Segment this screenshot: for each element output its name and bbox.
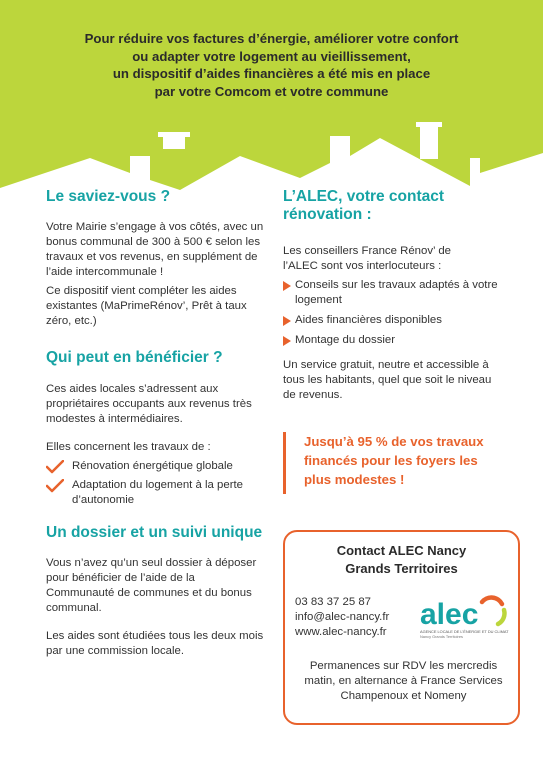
- section-title-dossier: Un dossier et un suivi unique: [46, 524, 263, 541]
- section-title-alec: L’ALEC, votre contact rénovation :: [283, 188, 445, 223]
- header-line: ou adapter votre logement au vieillissement,: [132, 48, 411, 64]
- permanences-text: Permanences sur RDV les mercredis matin, en alternance à France Services Champenoux et Nomeny: [304, 660, 503, 702]
- contact-title-line: Grands Territoires: [345, 561, 458, 576]
- highlight-callout: [283, 432, 505, 494]
- alec-logo-text: alec: [420, 598, 479, 631]
- saviez-paragraph-2: Ce dispositif vient compléter les aides existantes (MaPrimeRénov’, Prêt à taux zéro, etc.): [46, 285, 247, 327]
- alec-services-list: [283, 278, 505, 348]
- works-item-label: Adaptation du logement à la perte d’autonomie: [72, 479, 243, 506]
- list-item: [46, 459, 264, 474]
- header-line: par votre Comcom et votre commune: [154, 83, 389, 99]
- header-line: Pour réduire vos factures d’énergie, améliorer votre confort: [84, 31, 459, 46]
- alec-item-label: Montage du dossier: [295, 334, 396, 346]
- alec-paragraph-2: Un service gratuit, neutre et accessible à tous les habitants, quel que soit le niveau de revenus.: [283, 359, 492, 401]
- triangle-arrow-icon: [283, 316, 291, 326]
- alec-intro: Les conseillers France Rénov’ de l’ALEC sont vos interlocuteurs :: [283, 245, 451, 272]
- list-item: [46, 478, 264, 508]
- alec-item-label: Aides financières disponibles: [295, 314, 442, 326]
- works-item-label: Rénovation énergétique globale: [72, 460, 233, 472]
- list-item: [283, 278, 505, 308]
- contact-email[interactable]: info@alec-nancy.fr: [295, 611, 390, 623]
- checkmark-icon: [46, 479, 64, 493]
- triangle-arrow-icon: [283, 336, 291, 346]
- list-item: [283, 313, 505, 328]
- qui-paragraph-2: Elles concernent les travaux de :: [46, 441, 211, 453]
- left-column: [46, 188, 264, 659]
- alec-logo: [418, 592, 510, 642]
- section-title-saviez: Le saviez-vous ?: [46, 188, 171, 205]
- contact-box: [283, 530, 520, 725]
- dossier-paragraph-2: Les aides sont étudiées tous les deux mois par une commission locale.: [46, 630, 264, 657]
- alec-logo-tagline: Nancy Grands Territoires: [420, 634, 463, 639]
- contact-phone[interactable]: 03 83 37 25 87: [295, 596, 372, 608]
- saviez-paragraph-1: Votre Mairie s’engage à vos côtés, avec un bonus communal de 300 à 500 € selon les travaux et vos revenus, en supplément de l’aide intercommunale !: [46, 221, 264, 278]
- alec-logo-tagline: AGENCE LOCALE DE L’ÉNERGIE ET DU CLIMAT: [420, 629, 509, 634]
- list-item: [283, 333, 505, 348]
- dossier-paragraph-1: Vous n’avez qu’un seul dossier à déposer pour bénéficier de l’aide de la Communauté de communes et du bonus communal.: [46, 557, 257, 614]
- header-line: un dispositif d’aides financières a été mis en place: [112, 66, 431, 81]
- right-column: [283, 188, 505, 403]
- contact-info: [295, 595, 389, 640]
- works-list: [46, 459, 264, 508]
- contact-title-line: Contact ALEC Nancy: [336, 543, 467, 558]
- header-text: [30, 30, 513, 100]
- qui-paragraph-1: Ces aides locales s’adressent aux propriétaires occupants aux revenus très modestes à intermédiaires.: [46, 383, 252, 425]
- highlight-text: Jusqu’à 95 % de vos travaux financés pour les foyers les plus modestes !: [304, 434, 484, 487]
- triangle-arrow-icon: [283, 281, 291, 291]
- alec-item-label: Conseils sur les travaux adaptés à votre logement: [295, 279, 498, 306]
- contact-title: [285, 542, 518, 578]
- contact-website[interactable]: www.alec-nancy.fr: [295, 626, 387, 638]
- checkmark-icon: [46, 460, 64, 474]
- section-title-qui: Qui peut en bénéficier ?: [46, 349, 223, 366]
